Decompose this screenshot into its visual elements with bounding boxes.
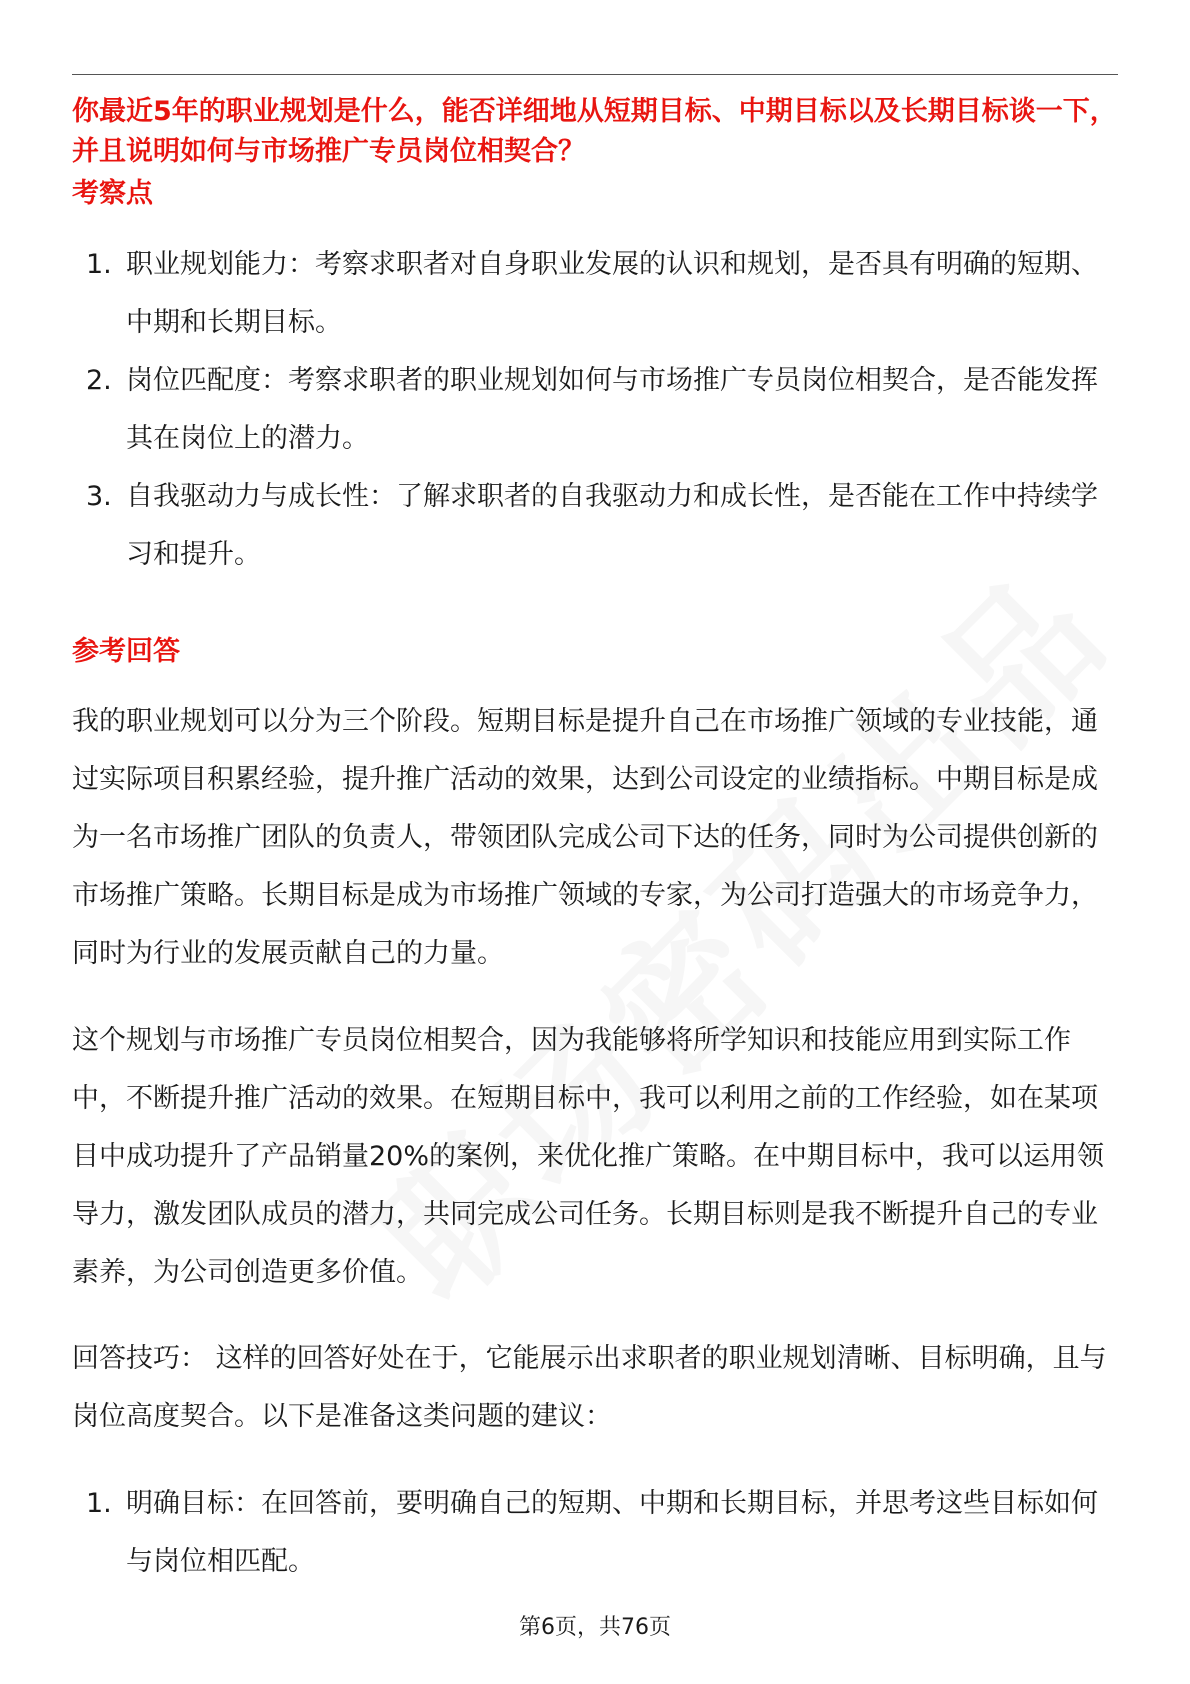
list-item [72,352,1122,468]
answer-paragraph: 这个规划与市场推广专员岗位相契合，因为我能够将所学知识和技能应用到实际工作中，不断提升推广活动的效果。在短期目标中，我可以利用之前的工作经验，如在某项目中成功提升了产品销量20%的案例，来优化推广策略。在中期目标中，我可以运用领导力，激发团队成员的潜力，共同完成公司任务。长期目标则是我不断提升自己的专业素养，为公司创造更多价值。 [72,1025,1105,1288]
list-number: 2. [86,365,112,396]
list-text: 岗位匹配度：考察求职者的职业规划如何与市场推广专员岗位相契合，是否能发挥其在岗位上的潜力。 [126,365,1098,454]
list-text: 自我驱动力与成长性：了解求职者的自我驱动力和成长性，是否能在工作中持续学习和提升。 [126,481,1098,570]
list-item [72,236,1122,352]
tips-list [72,1475,1122,1591]
focus-points-list [72,236,1122,584]
list-item [72,468,1122,584]
focus-heading: 考察点 [72,178,153,209]
top-divider [72,74,1118,75]
list-number: 1. [86,1488,112,1519]
answer-paragraph: 我的职业规划可以分为三个阶段。短期目标是提升自己在市场推广领域的专业技能，通过实际项目积累经验，提升推广活动的效果，达到公司设定的业绩指标。中期目标是成为一名市场推广团队的负责人，带领团队完成公司下达的任务，同时为公司提供创新的市场推广策略。长期目标是成为市场推广领域的专家，为公司打造强大的市场竞争力，同时为行业的发展贡献自己的力量。 [72,706,1098,969]
list-number: 1. [86,249,112,280]
tips-intro-paragraph: 回答技巧： 这样的回答好处在于，它能展示出求职者的职业规划清晰、目标明确，且与岗位高度契合。以下是准备这类问题的建议： [72,1343,1107,1432]
question-title: 你最近5年的职业规划是什么，能否详细地从短期目标、中期目标以及长期目标谈一下，并且说明如何与市场推广专员岗位相契合？ [72,96,1117,167]
list-item [72,1475,1122,1591]
list-text: 明确目标：在回答前，要明确自己的短期、中期和长期目标，并思考这些目标如何与岗位相匹配。 [126,1488,1098,1577]
page-footer: 第6页，共76页 [519,1615,671,1640]
list-text: 职业规划能力：考察求职者对自身职业发展的认识和规划，是否具有明确的短期、中期和长期目标。 [126,249,1098,338]
list-number: 3. [86,481,112,512]
answer-heading: 参考回答 [72,636,180,667]
